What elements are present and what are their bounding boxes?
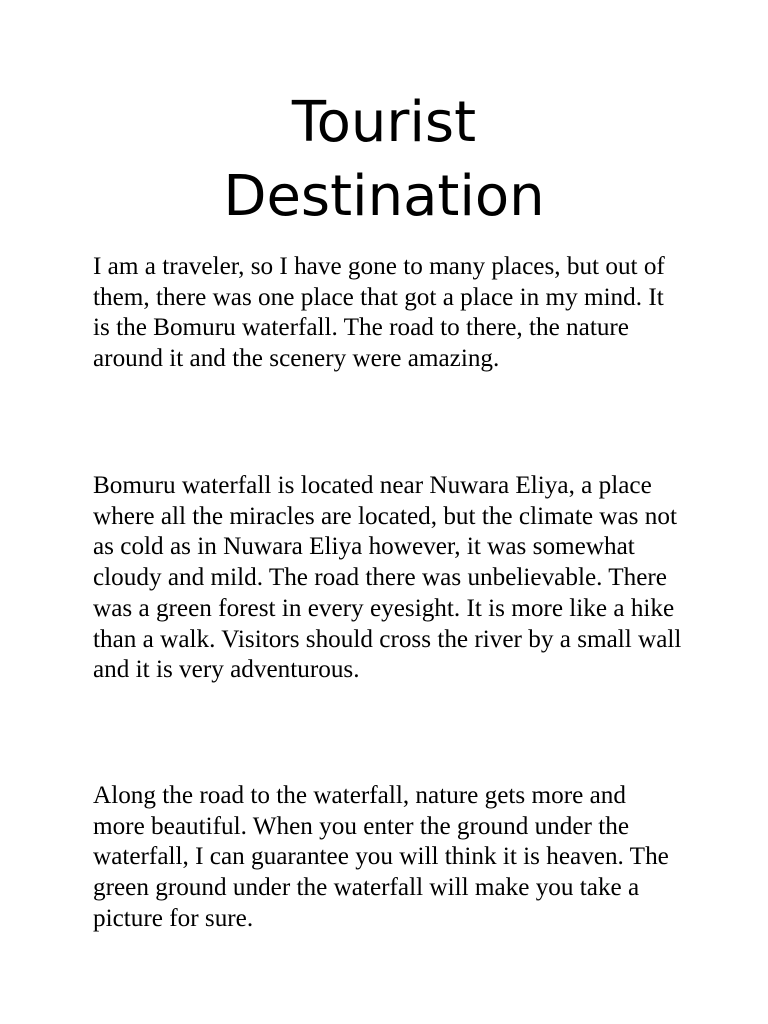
title-line-1: Tourist: [291, 90, 477, 155]
paragraph-nature: Along the road to the waterfall, nature gets more and more beautiful. When you enter the ground under the waterfall, I can guarantee you will think it is heaven. The green ground under the waterfall will make you take a picture for sure.: [93, 782, 669, 932]
paragraph-location: Bomuru waterfall is located near Nuwara Eliya, a place where all the miracles are located, but the climate was not as cold as in Nuwara Eliya however, it was somewhat cloudy and mild. The road there was unbelievable. There was a green forest in every eyesight. It is more like a hike than a walk. Visitors should cross the river by a small wall and it is very adventurous.: [93, 472, 682, 684]
page-title: [0, 86, 768, 234]
paragraph-intro: I am a traveler, so I have gone to many places, but out of them, there was one place that got a place in my mind. It is the Bomuru waterfall. The road to there, the nature around it and the scenery were amazing.: [93, 253, 665, 373]
title-line-2: Destination: [223, 164, 545, 229]
